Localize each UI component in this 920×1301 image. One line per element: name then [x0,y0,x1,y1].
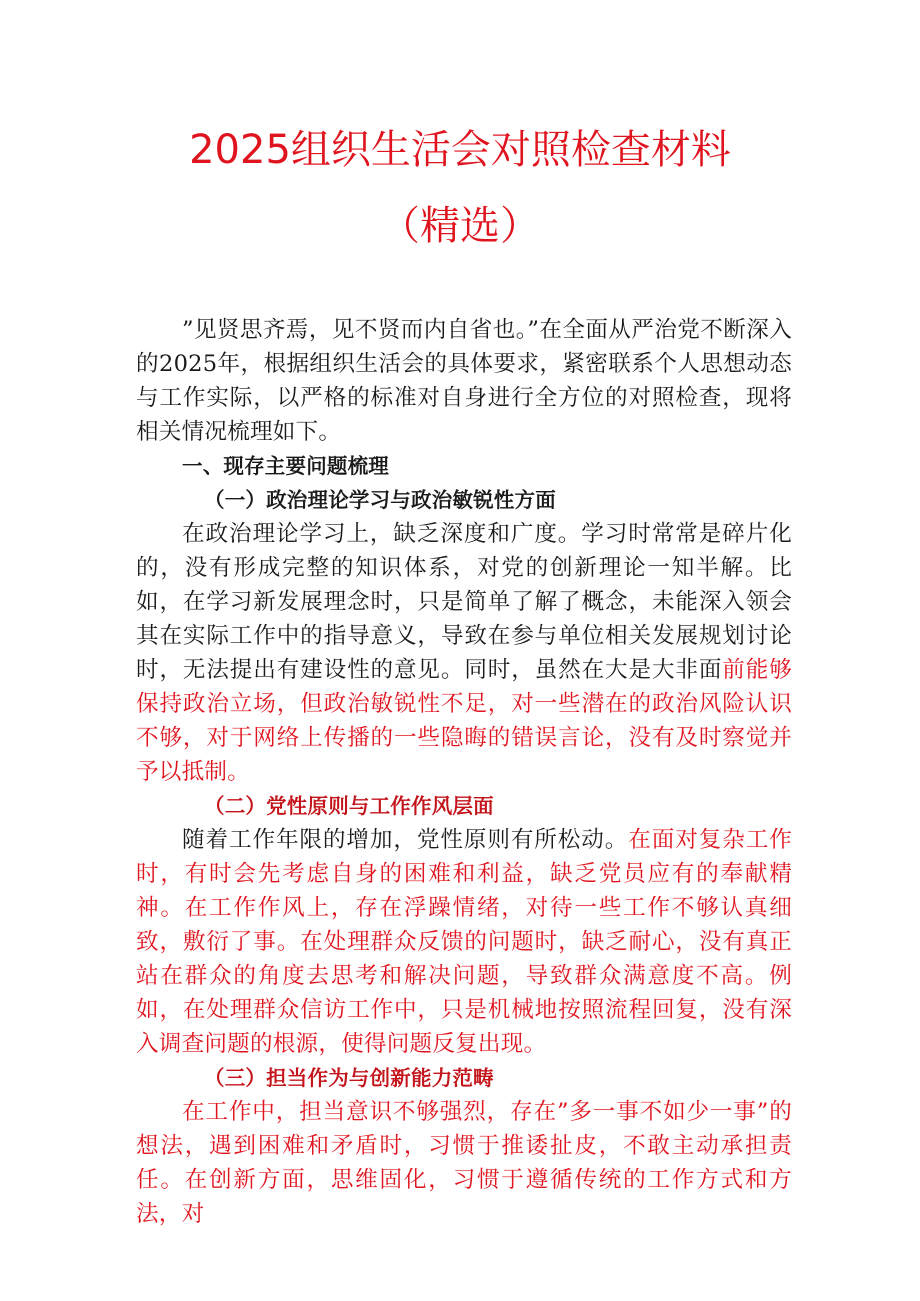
section-heading-problems: 一、现存主要问题梳理 [182,454,389,478]
document-subtitle: （精选） [380,203,540,249]
paragraph-text: 在政治理论学习上，缺乏深度和广度。学习时常常是碎片化的，没有形成完整的知识体系，对党的创新理论一知半解。比如，在学习新发展理念时，只是简单了解了概念，未能深入领会其在实际工作中的指导意义，导致在参与单位相关发展规划讨论时，无法提出有建设性的意见。同时，虽然在大是大非面 [136,521,792,683]
paragraph-text: 随着工作年限的增加，党性原则有所松动。 [182,827,629,853]
highlighted-text: 在面对复杂工作时，有时会先考虑自身的困难和利益，缺乏党员应有的奉献精神。在工作作风上，存在浮躁情绪，对待一些工作不够认真细致，敷衍了事。在处理群众反馈的问题时，缺乏耐心，没有真正站在群众的角度去思考和解决问题，导致群众满意度不高。例如，在处理群众信访工作中，只是机械地按照流程回复，没有深入调查问题的根源，使得问题反复出现。 [136,827,792,1057]
paragraph-party-spirit [136,823,792,1061]
paragraph-political-theory [136,517,792,789]
subsection-heading-political-theory: （一）政治理论学习与政治敏锐性方面 [204,488,556,512]
highlighted-text: 前能够保持政治立场，但政治敏锐性不足，对一些潜在的政治风险认识不够，对于网络上传播的一些隐晦的错误言论，没有及时察觉并予以抵制。 [136,657,792,785]
document-body [136,313,792,1231]
intro-paragraph: ”见贤思齐焉，见不贤而内自省也。”在全面从严治党不断深入的2025年，根据组织生活会的具体要求，紧密联系个人思想动态与工作实际，以严格的标准对自身进行全方位的对照检查，现将相关情况梳理如下。 [136,317,792,445]
paragraph-responsibility: 在工作中，担当意识不够强烈，存在”多一事不如少一事”的想法，遇到困难和矛盾时，习惯于推诿扯皮，不敢主动承担责任。在创新方面，思维固化，习惯于遵循传统的工作方式和方法，对 [136,1099,792,1227]
document-title: 2025组织生活会对照检查材料 [189,127,731,173]
subsection-heading-party-spirit: （二）党性原则与工作作风层面 [204,794,494,818]
subsection-heading-responsibility: （三）担当作为与创新能力范畴 [204,1066,494,1090]
